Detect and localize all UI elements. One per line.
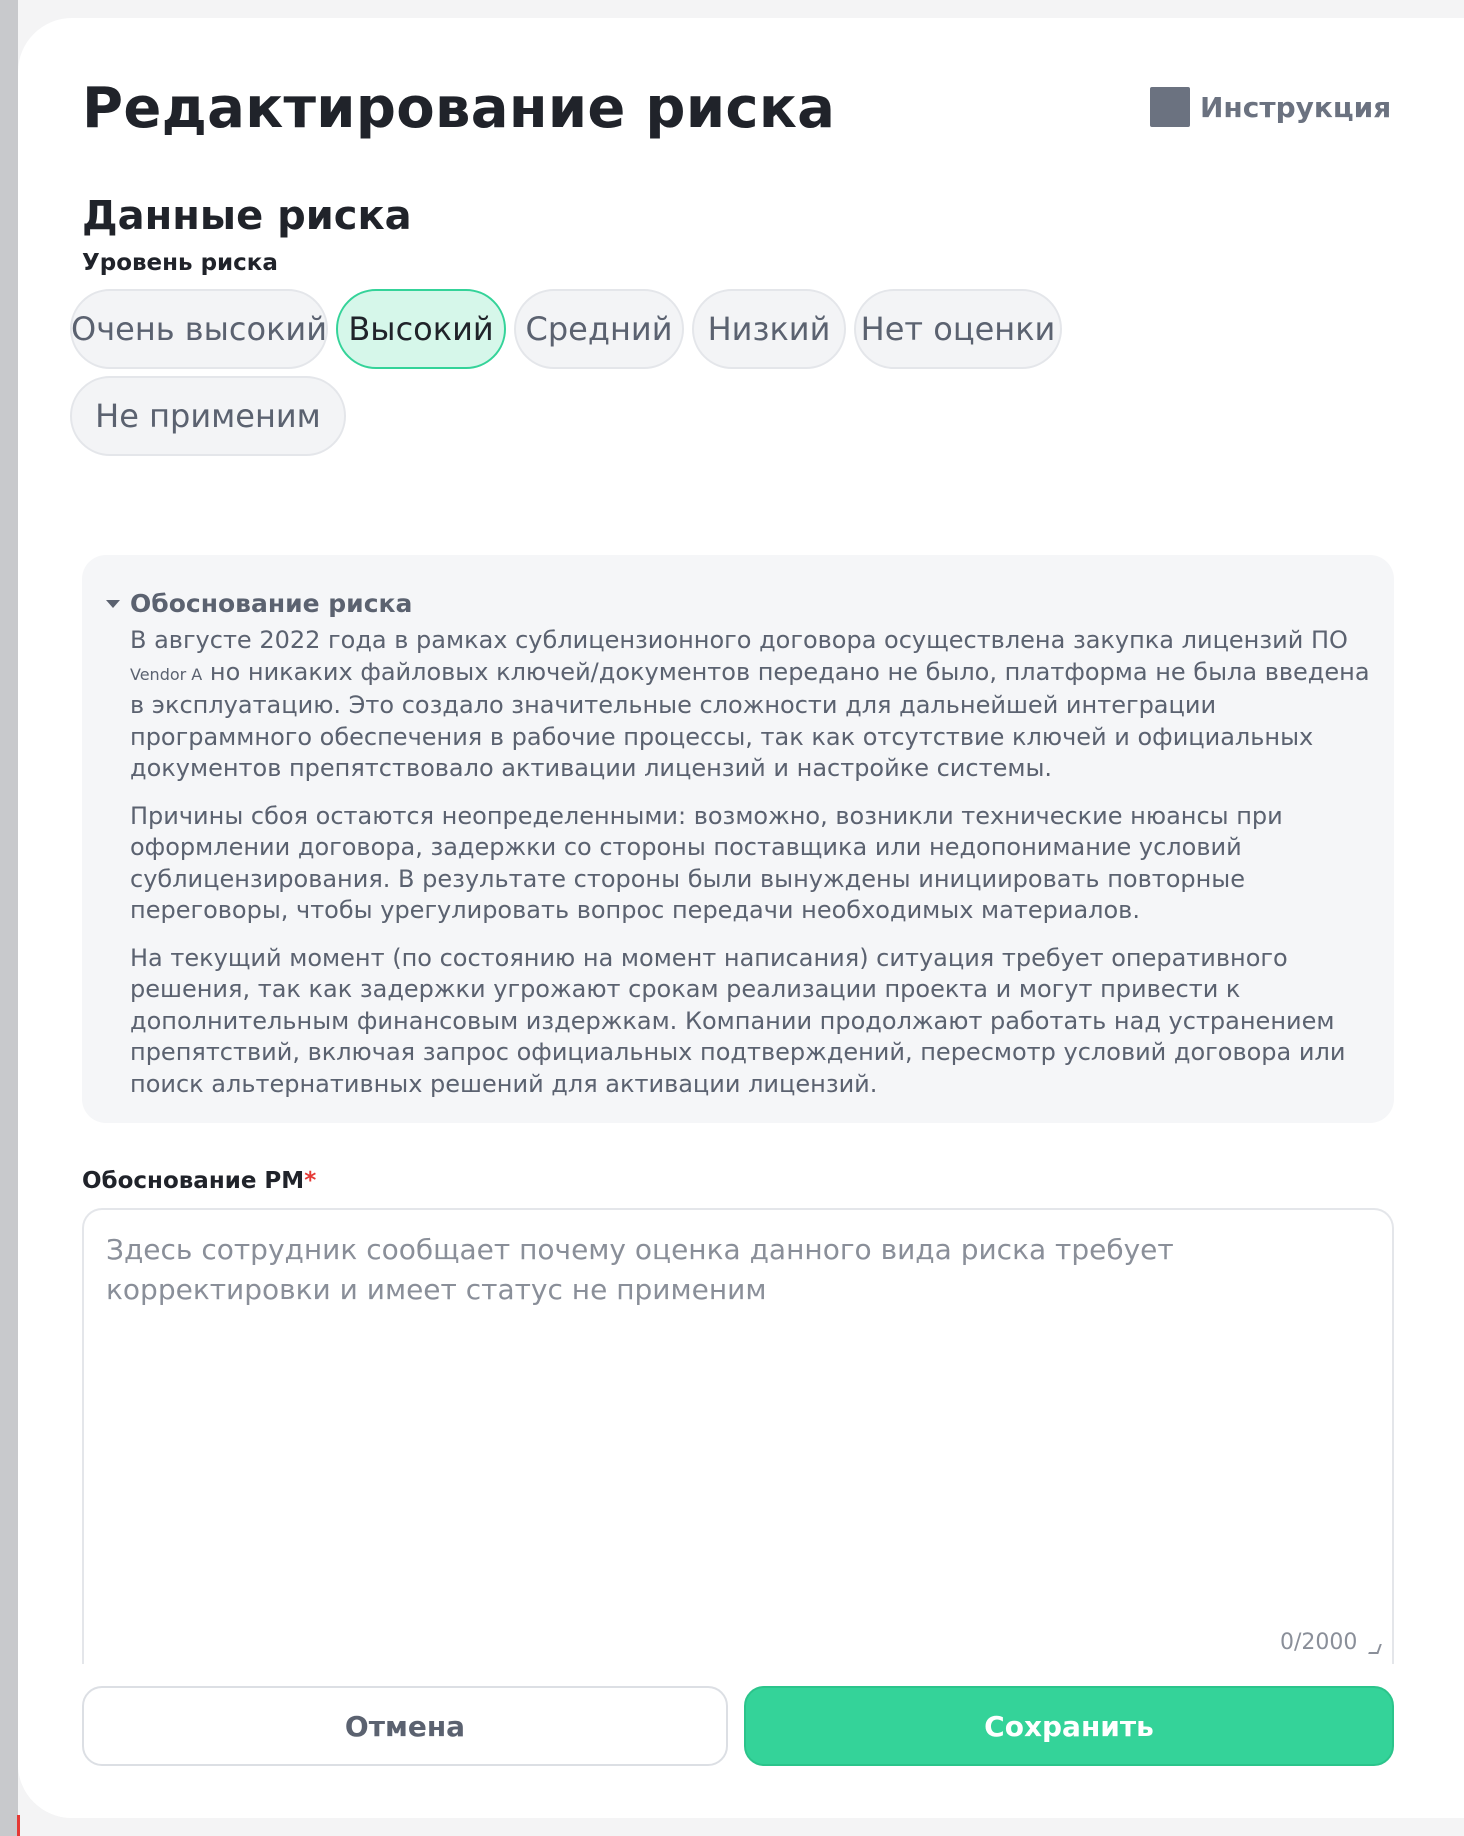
char-counter: 0/2000 — [1280, 1630, 1358, 1655]
risk-justification-title: Обоснование риска — [130, 589, 413, 618]
justification-paragraph-3: На текущий момент (по состоянию на момент написания) ситуация требует оперативного решения, так как задержки угрожают срокам реализации проекта и могут привести к дополнительным финансовым издержкам. Компании продолжают работать над устранением препятствий, включая запрос официальных подтверждений, пересмотр условий договора или поиск альтернативных решений для активации лицензий. — [130, 943, 1346, 1098]
backdrop — [0, 0, 18, 1836]
justification-paragraph-2: Причины сбоя остаются неопределенными: возможно, возникли технические нюансы при оформлении договора, задержки со стороны поставщика или недопонимание условий сублицензирования. В результате стороны были вынуждены инициировать повторные переговоры, чтобы урегулировать вопрос передачи необходимых материалов. — [130, 801, 1283, 924]
pm-justification-field — [82, 1208, 1394, 1668]
risk-level-high[interactable]: Высокий — [336, 289, 506, 369]
risk-justification-panel — [82, 555, 1394, 1123]
justification-paragraph-1-rest: но никаких файловых ключей/документов передано не было, платформа не была введена в эксплуатацию. Это создало значительные сложности для дальнейшей интеграции программного обеспечения в рабочие процессы, так как отсутствие ключей и официальных документов препятствовало активации лицензий и настройке системы. — [130, 657, 1370, 782]
caret-down-icon — [106, 600, 120, 608]
risk-level-not-applicable[interactable]: Не применим — [70, 376, 346, 456]
cancel-button[interactable]: Отмена — [82, 1686, 728, 1766]
instruction-label: Инструкция — [1200, 90, 1392, 124]
justification-paragraph-1 — [130, 625, 1380, 785]
document-icon — [1150, 87, 1190, 127]
save-button[interactable]: Сохранить — [744, 1686, 1394, 1766]
required-mark: * — [304, 1168, 317, 1194]
section-title: Данные риска — [82, 193, 412, 239]
edit-risk-modal — [18, 18, 1464, 1818]
page-title: Редактирование риска — [82, 76, 836, 141]
pm-justification-label-text: Обоснование РМ — [82, 1168, 305, 1194]
instruction-button[interactable] — [1150, 87, 1391, 127]
risk-level-no-rating[interactable]: Нет оценки — [854, 289, 1062, 369]
justification-paragraph-1-main: В августе 2022 года в рамках сублицензионного договора осуществлена закупка лицензий ПО — [130, 626, 1348, 654]
risk-justification-toggle[interactable] — [106, 589, 412, 618]
pm-justification-label — [82, 1168, 316, 1194]
risk-justification-text — [130, 625, 1380, 1116]
vendor-name: Vendor A — [130, 664, 203, 684]
pm-justification-input[interactable] — [84, 1210, 1392, 1668]
risk-level-low[interactable]: Низкий — [692, 289, 846, 369]
risk-level-medium[interactable]: Средний — [514, 289, 684, 369]
edge-marker — [17, 1815, 20, 1836]
risk-level-label: Уровень риска — [82, 250, 278, 276]
risk-level-very-high[interactable]: Очень высокий — [70, 289, 328, 369]
